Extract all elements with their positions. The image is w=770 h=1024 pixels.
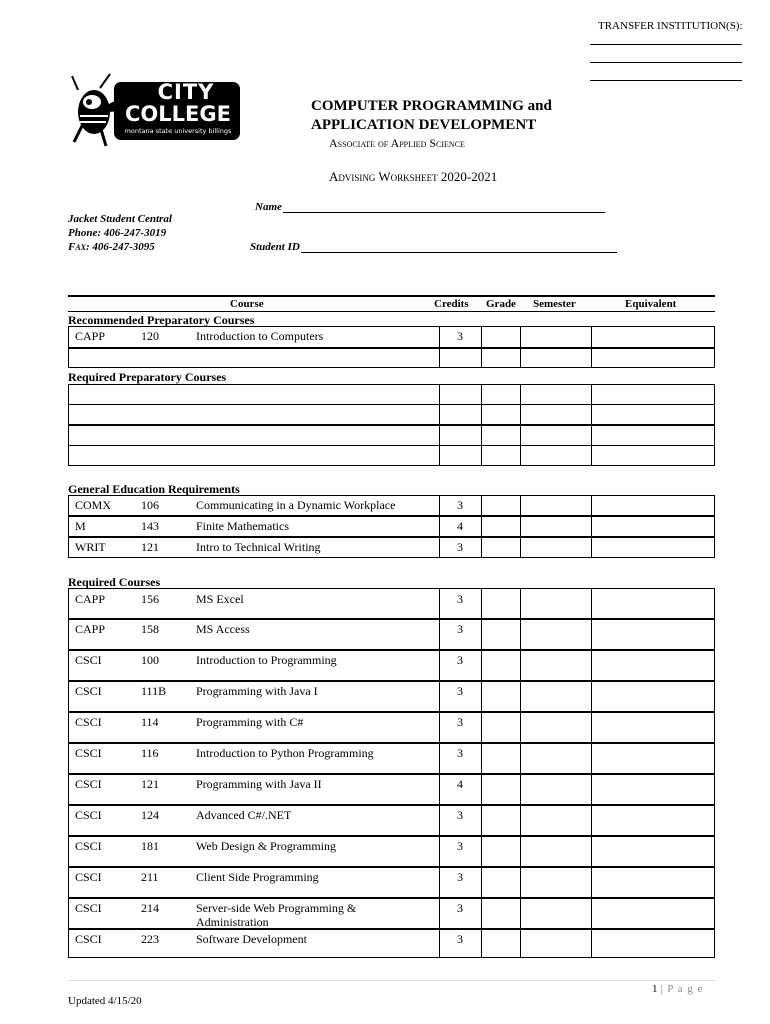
logo-college: COLLEGE bbox=[125, 102, 231, 126]
course-title: Software Development bbox=[196, 932, 307, 946]
semester-cell[interactable] bbox=[520, 327, 521, 347]
table-row bbox=[68, 712, 715, 743]
table-row-blank bbox=[68, 425, 715, 446]
transfer-line-3[interactable] bbox=[590, 80, 742, 81]
table-row-blank bbox=[68, 404, 715, 425]
semester-cell[interactable] bbox=[520, 446, 521, 465]
course-number: 106 bbox=[141, 498, 159, 512]
course-number: 121 bbox=[141, 777, 159, 791]
table-row bbox=[68, 836, 715, 867]
worksheet-year: Advising Worksheet 2020-2021 bbox=[329, 169, 498, 184]
equivalent-cell[interactable] bbox=[591, 744, 592, 773]
course-prefix: M bbox=[75, 519, 86, 533]
credits-cell bbox=[439, 899, 440, 928]
table-row bbox=[68, 495, 715, 516]
section-general-education: General Education Requirements bbox=[68, 482, 240, 496]
course-number: 124 bbox=[141, 808, 159, 822]
table-row bbox=[68, 929, 715, 958]
equivalent-cell[interactable] bbox=[591, 713, 592, 742]
table-top-rule bbox=[68, 295, 715, 297]
col-header-course: Course bbox=[230, 298, 264, 310]
col-header-semester: Semester bbox=[533, 298, 576, 310]
credits-cell bbox=[439, 446, 440, 465]
credits-cell bbox=[439, 744, 440, 773]
grade-cell[interactable] bbox=[481, 496, 482, 515]
semester-cell[interactable] bbox=[520, 620, 521, 649]
course-number: 156 bbox=[141, 592, 159, 606]
logo-city: CITY bbox=[157, 80, 215, 104]
equivalent-cell[interactable] bbox=[591, 899, 592, 928]
course-title: MS Excel bbox=[196, 592, 244, 606]
grade-cell[interactable] bbox=[481, 620, 482, 649]
semester-cell[interactable] bbox=[520, 349, 521, 367]
section-required-courses: Required Courses bbox=[68, 575, 161, 589]
semester-cell[interactable] bbox=[520, 930, 521, 957]
transfer-line-1[interactable] bbox=[590, 44, 742, 45]
course-title-line2: Administration bbox=[196, 915, 269, 929]
equivalent-cell[interactable] bbox=[591, 405, 592, 424]
course-prefix: CSCI bbox=[75, 684, 102, 698]
grade-cell[interactable] bbox=[481, 837, 482, 866]
course-prefix: WRIT bbox=[75, 540, 106, 554]
table-row-blank bbox=[68, 445, 715, 466]
equivalent-cell[interactable] bbox=[591, 426, 592, 445]
student-id-field[interactable] bbox=[301, 252, 617, 253]
degree-type: Associate of Applied Science bbox=[329, 136, 465, 150]
course-credits: 4 bbox=[457, 519, 463, 533]
course-number: 143 bbox=[141, 519, 159, 533]
semester-cell[interactable] bbox=[520, 744, 521, 773]
transfer-institution-label: TRANSFER INSTITUTION(S): bbox=[598, 20, 743, 32]
credits-cell bbox=[439, 682, 440, 711]
course-credits: 3 bbox=[457, 498, 463, 512]
equivalent-cell[interactable] bbox=[591, 837, 592, 866]
course-title: Finite Mathematics bbox=[196, 519, 289, 533]
grade-cell[interactable] bbox=[481, 517, 482, 536]
table-row bbox=[68, 898, 715, 929]
course-prefix: COMX bbox=[75, 498, 112, 512]
course-prefix: CAPP bbox=[75, 329, 106, 343]
footer-rule bbox=[68, 980, 715, 981]
grade-cell[interactable] bbox=[481, 538, 482, 557]
course-credits: 3 bbox=[457, 622, 463, 636]
course-prefix: CSCI bbox=[75, 932, 102, 946]
equivalent-cell[interactable] bbox=[591, 385, 592, 404]
table-row bbox=[68, 537, 715, 558]
course-number: 223 bbox=[141, 932, 159, 946]
course-credits: 3 bbox=[457, 746, 463, 760]
equivalent-cell[interactable] bbox=[591, 806, 592, 835]
table-row bbox=[68, 516, 715, 537]
city-college-logo bbox=[70, 72, 242, 150]
course-title: Programming with Java I bbox=[196, 684, 318, 698]
table-row bbox=[68, 774, 715, 805]
credits-cell bbox=[439, 620, 440, 649]
grade-cell[interactable] bbox=[481, 682, 482, 711]
course-prefix: CAPP bbox=[75, 622, 106, 636]
semester-cell[interactable] bbox=[520, 426, 521, 445]
credits-cell bbox=[439, 651, 440, 680]
credits-cell bbox=[439, 327, 440, 347]
course-credits: 3 bbox=[457, 684, 463, 698]
table-row bbox=[68, 650, 715, 681]
credits-cell bbox=[439, 868, 440, 897]
section-recommended-preparatory: Recommended Preparatory Courses bbox=[68, 313, 255, 327]
logo-tagline: montana state university billings bbox=[124, 127, 232, 135]
credits-cell bbox=[439, 496, 440, 515]
course-number: 111B bbox=[141, 684, 167, 698]
semester-cell[interactable] bbox=[520, 385, 521, 404]
course-number: 158 bbox=[141, 622, 159, 636]
course-title: Introduction to Programming bbox=[196, 653, 337, 667]
semester-cell[interactable] bbox=[520, 405, 521, 424]
semester-cell[interactable] bbox=[520, 589, 521, 618]
program-title-line2: APPLICATION DEVELOPMENT bbox=[311, 117, 537, 133]
credits-cell bbox=[439, 713, 440, 742]
table-header-rule bbox=[68, 311, 715, 312]
equivalent-cell[interactable] bbox=[591, 517, 592, 536]
grade-cell[interactable] bbox=[481, 806, 482, 835]
course-number: 121 bbox=[141, 540, 159, 554]
semester-cell[interactable] bbox=[520, 837, 521, 866]
table-row bbox=[68, 588, 715, 619]
table-row bbox=[68, 805, 715, 836]
course-prefix: CAPP bbox=[75, 592, 106, 606]
course-credits: 3 bbox=[457, 653, 463, 667]
equivalent-cell[interactable] bbox=[591, 682, 592, 711]
grade-cell[interactable] bbox=[481, 405, 482, 424]
semester-cell[interactable] bbox=[520, 496, 521, 515]
course-number: 181 bbox=[141, 839, 159, 853]
course-credits: 4 bbox=[457, 777, 463, 791]
section-required-preparatory: Required Preparatory Courses bbox=[68, 370, 227, 384]
credits-cell bbox=[439, 405, 440, 424]
credits-cell bbox=[439, 837, 440, 866]
table-row-blank bbox=[68, 384, 715, 405]
grade-cell[interactable] bbox=[481, 713, 482, 742]
table-row bbox=[68, 619, 715, 650]
semester-cell[interactable] bbox=[520, 868, 521, 897]
course-prefix: CSCI bbox=[75, 777, 102, 791]
course-number: 116 bbox=[141, 746, 159, 760]
equivalent-cell[interactable] bbox=[591, 651, 592, 680]
course-title: MS Access bbox=[196, 622, 250, 636]
table-row bbox=[68, 326, 715, 348]
student-id-label: Student ID bbox=[250, 241, 300, 253]
equivalent-cell[interactable] bbox=[591, 620, 592, 649]
course-title: Intro to Technical Writing bbox=[196, 540, 321, 554]
grade-cell[interactable] bbox=[481, 426, 482, 445]
course-credits: 3 bbox=[457, 932, 463, 946]
credits-cell bbox=[439, 775, 440, 804]
grade-cell[interactable] bbox=[481, 385, 482, 404]
course-title: Introduction to Python Programming bbox=[196, 746, 374, 760]
equivalent-cell[interactable] bbox=[591, 496, 592, 515]
equivalent-cell[interactable] bbox=[591, 349, 592, 367]
col-header-grade: Grade bbox=[486, 298, 516, 310]
semester-cell[interactable] bbox=[520, 713, 521, 742]
updated-date: Updated 4/15/20 bbox=[68, 995, 142, 1007]
credits-cell bbox=[439, 806, 440, 835]
semester-cell[interactable] bbox=[520, 682, 521, 711]
office-phone: Phone: 406-247-3019 bbox=[68, 227, 167, 239]
course-prefix: CSCI bbox=[75, 839, 102, 853]
office-fax: Fax: 406-247-3095 bbox=[68, 241, 155, 253]
table-row bbox=[68, 743, 715, 774]
grade-cell[interactable] bbox=[481, 589, 482, 618]
credits-cell bbox=[439, 349, 440, 367]
equivalent-cell[interactable] bbox=[591, 446, 592, 465]
course-credits: 3 bbox=[457, 808, 463, 822]
course-prefix: CSCI bbox=[75, 901, 102, 915]
course-number: 114 bbox=[141, 715, 159, 729]
course-credits: 3 bbox=[457, 839, 463, 853]
semester-cell[interactable] bbox=[520, 651, 521, 680]
col-header-credits: Credits bbox=[434, 298, 469, 310]
table-row bbox=[68, 867, 715, 898]
transfer-line-2[interactable] bbox=[590, 62, 742, 63]
semester-cell[interactable] bbox=[520, 775, 521, 804]
credits-cell bbox=[439, 589, 440, 618]
course-credits: 3 bbox=[457, 540, 463, 554]
credits-cell bbox=[439, 538, 440, 557]
name-label: Name bbox=[255, 201, 282, 213]
program-title-line1: COMPUTER PROGRAMMING and bbox=[311, 98, 552, 114]
equivalent-cell[interactable] bbox=[591, 868, 592, 897]
credits-cell bbox=[439, 385, 440, 404]
course-title: Programming with Java II bbox=[196, 777, 322, 791]
page-label: | P a g e bbox=[660, 983, 704, 995]
semester-cell[interactable] bbox=[520, 538, 521, 557]
equivalent-cell[interactable] bbox=[591, 538, 592, 557]
office-name: Jacket Student Central bbox=[68, 213, 172, 225]
course-prefix: CSCI bbox=[75, 746, 102, 760]
course-credits: 3 bbox=[457, 870, 463, 884]
semester-cell[interactable] bbox=[520, 517, 521, 536]
name-field[interactable] bbox=[283, 212, 605, 213]
grade-cell[interactable] bbox=[481, 930, 482, 957]
course-title: Server-side Web Programming & bbox=[196, 901, 357, 915]
course-credits: 3 bbox=[457, 715, 463, 729]
course-title: Introduction to Computers bbox=[196, 329, 324, 343]
col-header-equivalent: Equivalent bbox=[625, 298, 677, 310]
course-number: 120 bbox=[141, 329, 159, 343]
equivalent-cell[interactable] bbox=[591, 930, 592, 957]
grade-cell[interactable] bbox=[481, 775, 482, 804]
course-prefix: CSCI bbox=[75, 808, 102, 822]
course-number: 214 bbox=[141, 901, 159, 915]
course-title: Programming with C# bbox=[196, 715, 304, 729]
grade-cell[interactable] bbox=[481, 744, 482, 773]
credits-cell bbox=[439, 426, 440, 445]
course-credits: 3 bbox=[457, 592, 463, 606]
course-prefix: CSCI bbox=[75, 870, 102, 884]
grade-cell[interactable] bbox=[481, 327, 482, 347]
course-number: 211 bbox=[141, 870, 159, 884]
grade-cell[interactable] bbox=[481, 446, 482, 465]
course-prefix: CSCI bbox=[75, 715, 102, 729]
course-title: Communicating in a Dynamic Workplace bbox=[196, 498, 396, 512]
grade-cell[interactable] bbox=[481, 651, 482, 680]
grade-cell[interactable] bbox=[481, 349, 482, 367]
equivalent-cell[interactable] bbox=[591, 589, 592, 618]
course-title: Client Side Programming bbox=[196, 870, 319, 884]
equivalent-cell[interactable] bbox=[591, 775, 592, 804]
course-title: Advanced C#/.NET bbox=[196, 808, 292, 822]
semester-cell[interactable] bbox=[520, 899, 521, 928]
grade-cell[interactable] bbox=[481, 868, 482, 897]
credits-cell bbox=[439, 930, 440, 957]
course-title: Web Design & Programming bbox=[196, 839, 337, 853]
table-row bbox=[68, 681, 715, 712]
course-credits: 3 bbox=[457, 329, 463, 343]
credits-cell bbox=[439, 517, 440, 536]
grade-cell[interactable] bbox=[481, 899, 482, 928]
page-number bbox=[652, 983, 703, 995]
course-number: 100 bbox=[141, 653, 159, 667]
equivalent-cell[interactable] bbox=[591, 327, 592, 347]
course-credits: 3 bbox=[457, 901, 463, 915]
table-row-blank bbox=[68, 348, 715, 368]
page-number-value: 1 bbox=[652, 983, 658, 995]
course-prefix: CSCI bbox=[75, 653, 102, 667]
semester-cell[interactable] bbox=[520, 806, 521, 835]
